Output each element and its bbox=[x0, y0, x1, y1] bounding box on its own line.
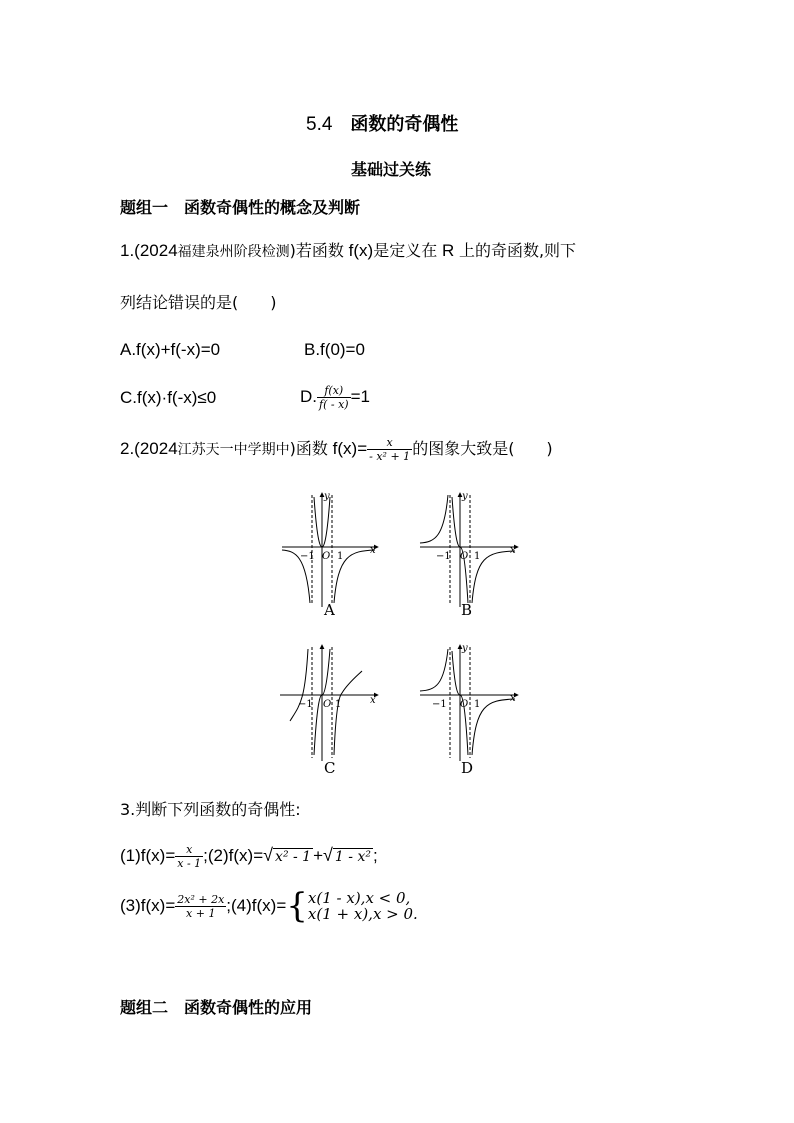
q3-part-1-numerator: x bbox=[175, 843, 203, 857]
question-1-line-2: 列结论错误的是( ) bbox=[120, 293, 277, 312]
graph-b-one: 1 bbox=[474, 551, 481, 562]
q3-sqrt-1: x² - 1 bbox=[275, 848, 312, 865]
graph-b-origin: O bbox=[460, 551, 469, 562]
q1-number: 1.(2024 bbox=[120, 241, 178, 260]
q2-numerator: x bbox=[367, 436, 412, 450]
q1-source: 福建泉州阶段检测 bbox=[177, 244, 290, 260]
q2-text-2: 的图象大致是( ) bbox=[412, 439, 553, 458]
graph-b-neg1: −1 bbox=[436, 551, 451, 562]
q3-line-1 bbox=[120, 843, 378, 870]
graph-d bbox=[420, 643, 518, 777]
q3-plus: + bbox=[313, 845, 324, 865]
q3-part-1-label: (1)f(x)= bbox=[120, 845, 176, 865]
q3-part-2-label: ;(2)f(x)= bbox=[203, 845, 264, 865]
q3-part-1-denominator: x - 1 bbox=[177, 857, 202, 870]
q1-d-equals: =1 bbox=[350, 386, 370, 406]
q1-option-a: A.f(x)+f(-x)=0 bbox=[120, 340, 221, 359]
q1-text-3: 上的奇函数,则下 bbox=[458, 241, 577, 260]
group-two-heading: 题组二 函数奇偶性的应用 bbox=[120, 998, 313, 1017]
graph-a-y-label: y bbox=[324, 491, 330, 502]
q1-option-b: B.f(0)=0 bbox=[304, 340, 365, 359]
graph-d-neg1: −1 bbox=[432, 699, 447, 710]
q1-text-2: 是定义在 bbox=[373, 241, 438, 260]
graph-d-origin: O bbox=[460, 699, 469, 710]
graph-a-origin: O bbox=[322, 551, 331, 562]
left-brace-icon: { bbox=[286, 886, 308, 926]
sqrt-icon: √ bbox=[323, 844, 333, 865]
graph-a bbox=[282, 491, 378, 619]
q3-line-1-end: ; bbox=[372, 845, 378, 865]
q1-d-numerator: f(x) bbox=[317, 384, 351, 398]
q1-d-denominator: f( - x) bbox=[319, 398, 349, 411]
graph-b bbox=[420, 491, 518, 619]
q3-sqrt-2: 1 - x² bbox=[334, 848, 371, 865]
q1-option-c: C.f(x)·f(-x)≤0 bbox=[120, 388, 217, 407]
section-title bbox=[306, 110, 458, 136]
q3-stem-text: 3.判断下列函数的奇偶性: bbox=[120, 800, 301, 819]
graph-b-x-label: x bbox=[510, 545, 516, 556]
q1-R: R bbox=[441, 241, 455, 260]
q1-fx: f(x) bbox=[348, 241, 374, 260]
graph-a-one: 1 bbox=[337, 551, 344, 562]
q3-part-3-numerator: 2x² + 2x bbox=[177, 892, 225, 906]
section-title-text: 函数的奇偶性 bbox=[350, 114, 459, 135]
graph-d-one: 1 bbox=[474, 699, 481, 710]
q3-case-2: x(1 + x),x > 0. bbox=[307, 905, 418, 923]
q3-part-4-label: ;(4)f(x)= bbox=[226, 896, 287, 915]
q2-fx: f(x)= bbox=[332, 439, 368, 458]
graph-a-x-label: x bbox=[370, 545, 376, 556]
q2-graphs bbox=[270, 485, 530, 785]
graph-c bbox=[280, 645, 378, 777]
q1-d-fraction bbox=[317, 384, 351, 411]
question-2-line bbox=[120, 436, 553, 463]
q2-source: 江苏天一中学期中 bbox=[177, 442, 290, 458]
question-1-line-1 bbox=[120, 238, 576, 261]
graph-d-caption: D bbox=[461, 759, 474, 777]
graph-d-x-label: x bbox=[510, 693, 516, 704]
group-one-heading: 题组一 函数奇偶性的概念及判断 bbox=[120, 198, 361, 217]
question-3-stem bbox=[120, 797, 301, 820]
q1-option-d bbox=[300, 384, 370, 411]
q1-text-1: )若函数 bbox=[289, 241, 344, 260]
q3-part-3-denominator: x + 1 bbox=[186, 906, 216, 920]
graph-c-one: 1 bbox=[335, 699, 342, 710]
q3-line-2 bbox=[120, 886, 418, 926]
graph-a-caption: A bbox=[324, 601, 335, 619]
graph-c-neg1: −1 bbox=[298, 699, 313, 710]
sqrt-icon: √ bbox=[263, 844, 274, 865]
q3-part-3-fraction bbox=[175, 893, 226, 920]
q2-number: 2.(2024 bbox=[120, 439, 178, 458]
q3-piecewise bbox=[308, 890, 418, 922]
q3-part-3-label: (3)f(x)= bbox=[120, 896, 176, 915]
q1-d-label: D. bbox=[300, 386, 317, 406]
graph-b-y-label: y bbox=[462, 491, 468, 502]
q2-text-1: )函数 bbox=[289, 439, 328, 458]
graph-c-origin: O bbox=[323, 699, 332, 710]
graph-d-y-label: y bbox=[462, 643, 468, 654]
q2-denominator: - x² + 1 bbox=[369, 450, 411, 464]
graph-c-x-label: x bbox=[370, 695, 376, 706]
exercise-subtitle: 基础过关练 bbox=[351, 160, 432, 179]
graph-a-neg1: −1 bbox=[300, 551, 315, 562]
q3-part-1-fraction bbox=[175, 843, 203, 870]
graph-c-caption: C bbox=[324, 759, 336, 777]
q3-case-1: x(1 - x),x < 0, bbox=[307, 889, 411, 907]
graph-b-caption: B bbox=[461, 601, 473, 619]
section-number: 5.4 bbox=[306, 114, 333, 135]
q2-fraction bbox=[367, 436, 412, 463]
